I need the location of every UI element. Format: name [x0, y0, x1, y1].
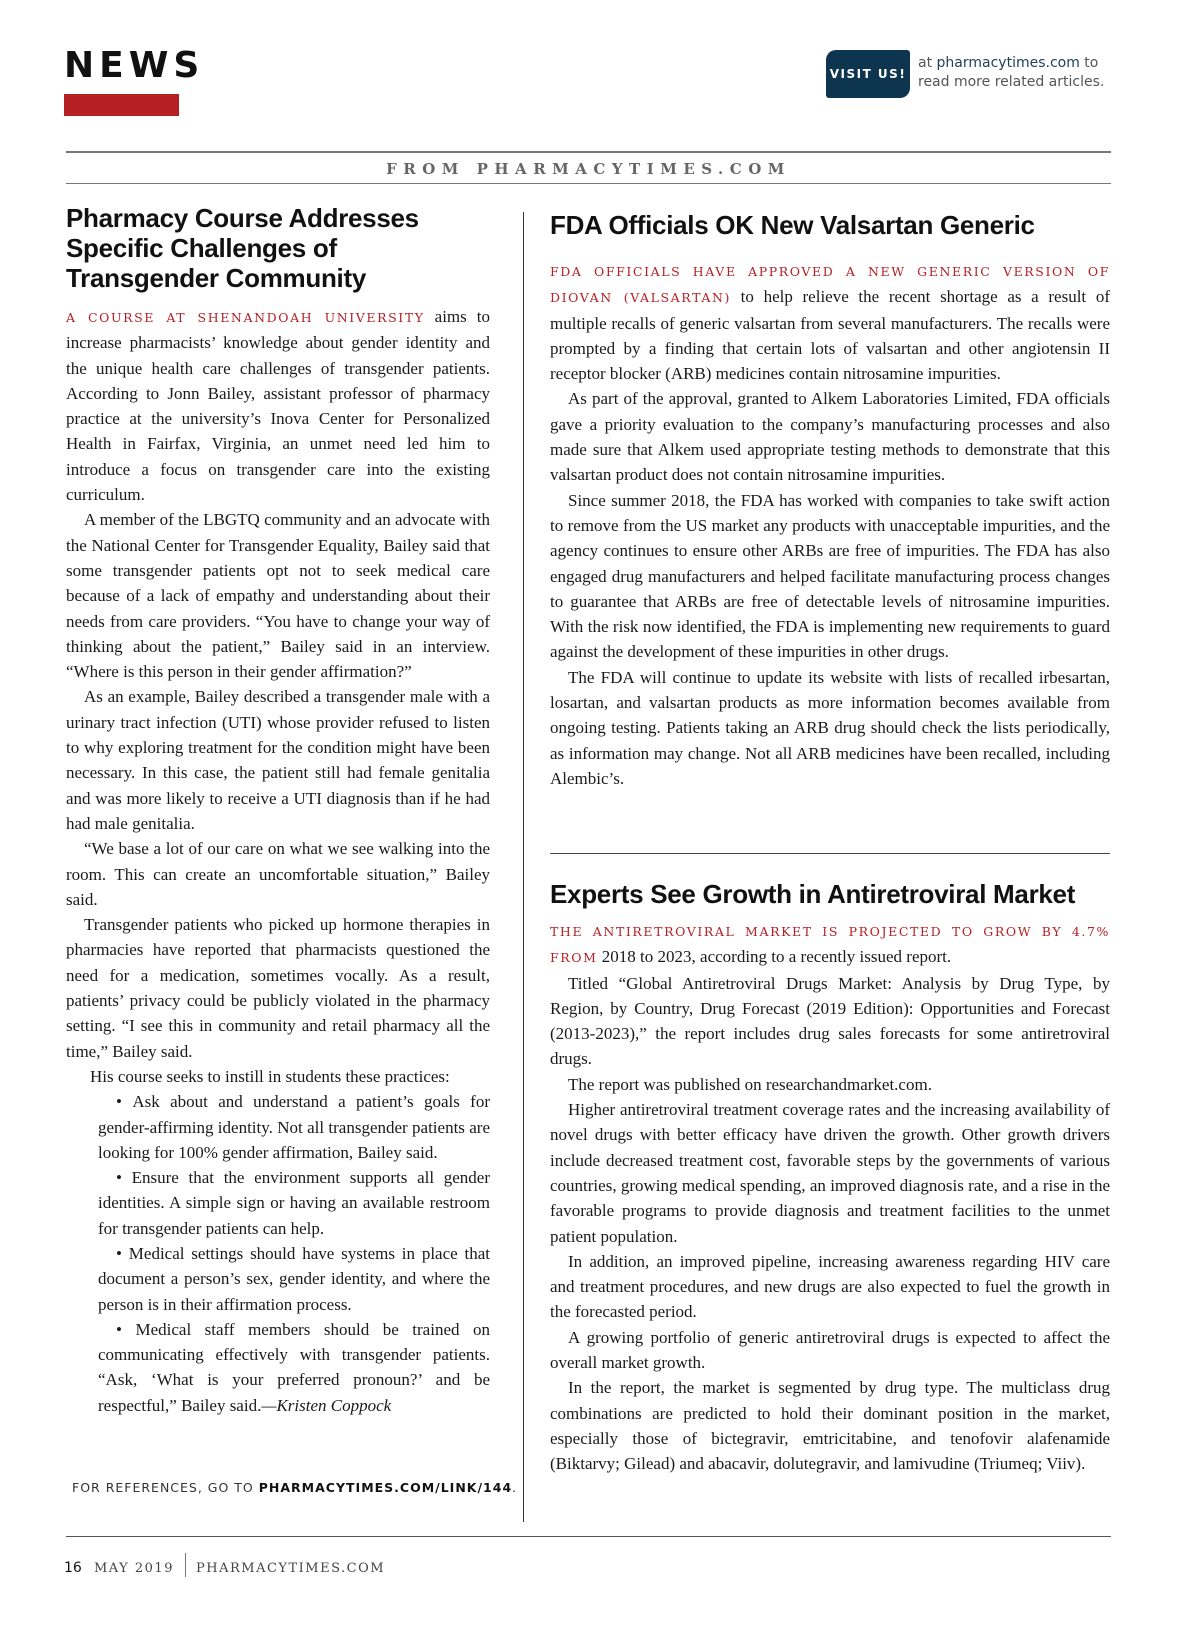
- article-body: [66, 304, 490, 1418]
- paragraph: [66, 304, 490, 507]
- bullet-dot-icon: •: [116, 1168, 132, 1188]
- footer-site[interactable]: PHARMACYTIMES.COM: [196, 1561, 386, 1576]
- lead-in: THE ANTIRETROVIRAL MARKET IS PROJECTED TO GROW BY 4.7% FROM: [550, 924, 1110, 966]
- paragraph: As part of the approval, granted to Alkem Laboratories Limited, FDA officials gave a priority evaluation to the company’s manufacturing processes and also made sure that Alkem used appropriate testing methods to demonstrate that this valsartan product does not contain nitrosamine impurities.: [550, 389, 1110, 485]
- bullet-text: Medical settings should have systems in place that document a person’s sex, gender identity, and where the person is in their affirmation process.: [98, 1243, 490, 1314]
- paragraph-text: 2018 to 2023, according to a recently issued report.: [597, 947, 952, 967]
- bullet-text: Ask about and understand a patient’s goals for gender-affirming identity. Not all transgender patients are looking for 100% gender affirmation, Bailey said.: [98, 1092, 491, 1162]
- paragraph: Since summer 2018, the FDA has worked with companies to take swift action to remove from the US market any products with unacceptable impurities, and the agency continues to ensure other ARBs are free of impurities. The FDA has also engaged drug manufacturers and helped facilitate manufacturing process changes to guarantee that ARBs are free of detectable levels of nitrosamine impurities. With the risk now identified, the FDA is implementing new requirements to guard against the development of these impurities in other drugs.: [550, 490, 1110, 662]
- paragraph: Titled “Global Antiretroviral Drugs Market: Analysis by Drug Type, by Region, by Country, Drug Forecast (2019 Edition): Opportunities and Forecast (2013-2023),” the report includes drug sales forecasts for some antiretroviral drugs.: [550, 973, 1110, 1069]
- paragraph: A growing portfolio of generic antiretroviral drugs is expected to affect the overall market growth.: [550, 1327, 1110, 1373]
- bullet-text: Ensure that the environment supports all gender identities. A simple sign or having an available restroom for transgender patients can help.: [98, 1168, 490, 1238]
- byline: —Kristen Coppock: [261, 1395, 392, 1415]
- from-source-label: FROM PHARMACYTIMES.COM: [386, 160, 791, 178]
- section-divider: [550, 853, 1110, 854]
- visit-site-link[interactable]: pharmacytimes.com: [936, 55, 1080, 71]
- paragraph: A member of the LBGTQ community and an advocate with the National Center for Transgender Equality, Bailey said that some transgender patients opt not to seek medical care because of a lack of empathy and understanding about their needs from care providers. “You have to change your way of thinking about the patient,” Bailey said in an interview. “Where is this person in their gender affirmation?”: [66, 510, 490, 682]
- article-body: [550, 258, 1110, 791]
- bullet-item: [66, 1089, 490, 1165]
- header-rule-bottom: [66, 183, 1111, 184]
- footer-rule: [66, 1536, 1111, 1537]
- article-title: Experts See Growth in Antiretroviral Market: [550, 879, 1076, 909]
- issue-date: MAY 2019: [94, 1561, 174, 1576]
- paragraph: “We base a lot of our care on what we see walking into the room. This can create an uncomfortable situation,” Bailey said.: [66, 839, 490, 909]
- visit-us-text: [918, 54, 1118, 92]
- paragraph: Transgender patients who picked up hormone therapies in pharmacies have reported that pharmacists questioned the need for a medication, sometimes vocally. As a result, patients’ privacy could be publicly violated in the pharmacy setting. “I see this in community and retail pharmacy all the time,” Bailey said.: [66, 915, 490, 1061]
- references-note: [72, 1480, 517, 1495]
- paragraph: As an example, Bailey described a transgender male with a urinary tract infection (UTI) whose provider refused to listen to why exploring treatment for the condition might have been necessary. In this case, the patient still had female genitalia and was more likely to receive a UTI diagnosis than if he had had male genitalia.: [66, 687, 490, 833]
- article-transgender: [66, 203, 490, 1418]
- article-valsartan: [550, 210, 1110, 791]
- paragraph: [550, 918, 1110, 971]
- paragraph: The report was published on researchandmarket.com.: [568, 1074, 932, 1094]
- bullet-item: [66, 1241, 490, 1317]
- bullet-item: [66, 1165, 490, 1241]
- paragraph: [550, 258, 1110, 386]
- bullet-dot-icon: •: [116, 1092, 133, 1112]
- page-number: 16: [64, 1560, 82, 1576]
- section-label: NEWS: [64, 45, 205, 86]
- lead-in: FDA OFFICIALS HAVE APPROVED A NEW GENERIC VERSION OF DIOVAN (VALSARTAN): [550, 264, 1110, 306]
- paragraph: In the report, the market is segmented by drug type. The multiclass drug combinations are predicted to hold their dominant position in the market, especially those of bictegravir, emtricitabine, and tenofovir alafenamide (Biktarvy; Gilead) and abacavir, dolutegravir, and lamivudine (Triumeq; Viiv).: [550, 1378, 1110, 1474]
- section-accent-bar: [64, 94, 179, 116]
- paragraph: In addition, an improved pipeline, increasing awareness regarding HIV care and treatment procedures, and new drugs are also expected to fuel the growth in the forecasted period.: [550, 1251, 1110, 1322]
- visit-prefix: at: [918, 55, 937, 71]
- paragraph: The FDA will continue to update its website with lists of recalled irbesartan, losartan, and valsartan products as more information becomes available from ongoing testing. Patients taking an ARB drug should check the lists periodically, as information may change. Not all ARB medicines have been recalled, including Alembic’s.: [550, 667, 1110, 788]
- article-antiretroviral: [550, 879, 1110, 1477]
- bullet-dot-icon: •: [116, 1243, 129, 1263]
- column-divider: [523, 212, 524, 1522]
- refs-link[interactable]: PHARMACYTIMES.COM/LINK/144: [258, 1480, 513, 1495]
- visit-suffix: to read more related articles.: [918, 55, 1105, 90]
- header-rule-top: [66, 151, 1111, 153]
- paragraph: His course seeks to instill in students these practices:: [90, 1066, 450, 1086]
- visit-us-badge[interactable]: VISIT US!: [826, 50, 910, 98]
- article-title: FDA Officials OK New Valsartan Generic: [550, 210, 1035, 240]
- bullet-text: Medical staff members should be trained on communicating effectively with transgender patients. “Ask, ‘What is your preferred pronoun?’ and be respectful,” Bailey said.: [98, 1319, 491, 1415]
- footer-separator: [185, 1553, 186, 1577]
- paragraph-text: to help relieve the recent shortage as a result of multiple recalls of generic valsartan from several manufacturers. The recalls were prompted by a finding that certain lots of valsartan and other angiotensin II receptor blocker (ARB) medicines contain nitrosamine impurities.: [550, 287, 1110, 384]
- article-title: Pharmacy Course Addresses Specific Challenges of Transgender Community: [66, 203, 419, 293]
- paragraph: Higher antiretroviral treatment coverage rates and the increasing availability of novel drugs with better efficacy have driven the growth. Other growth drivers include decreased treatment cost, favorable steps by the governments of various countries, growing medical spending, an improved diagnosis rate, and a rise in the favorable programs to provide diagnosis and treatment facilities to the unmet patient population.: [550, 1100, 1110, 1246]
- lead-in: A COURSE AT SHENANDOAH UNIVERSITY: [66, 310, 425, 325]
- refs-suffix: .: [512, 1480, 518, 1495]
- refs-prefix: FOR REFERENCES, GO TO: [72, 1480, 259, 1495]
- bullet-dot-icon: •: [116, 1319, 136, 1339]
- paragraph-text: aims to increase pharmacists’ knowledge about gender identity and the unique health care challenges of transgender patients. According to Jonn Bailey, assistant professor of pharmacy practice at the university’s Inova Center for Personalized Health in Fairfax, Virginia, an unmet need led him to introduce a focus on transgender care into the existing curriculum.: [66, 307, 490, 505]
- article-body: [550, 918, 1110, 1477]
- bullet-item: [66, 1317, 490, 1418]
